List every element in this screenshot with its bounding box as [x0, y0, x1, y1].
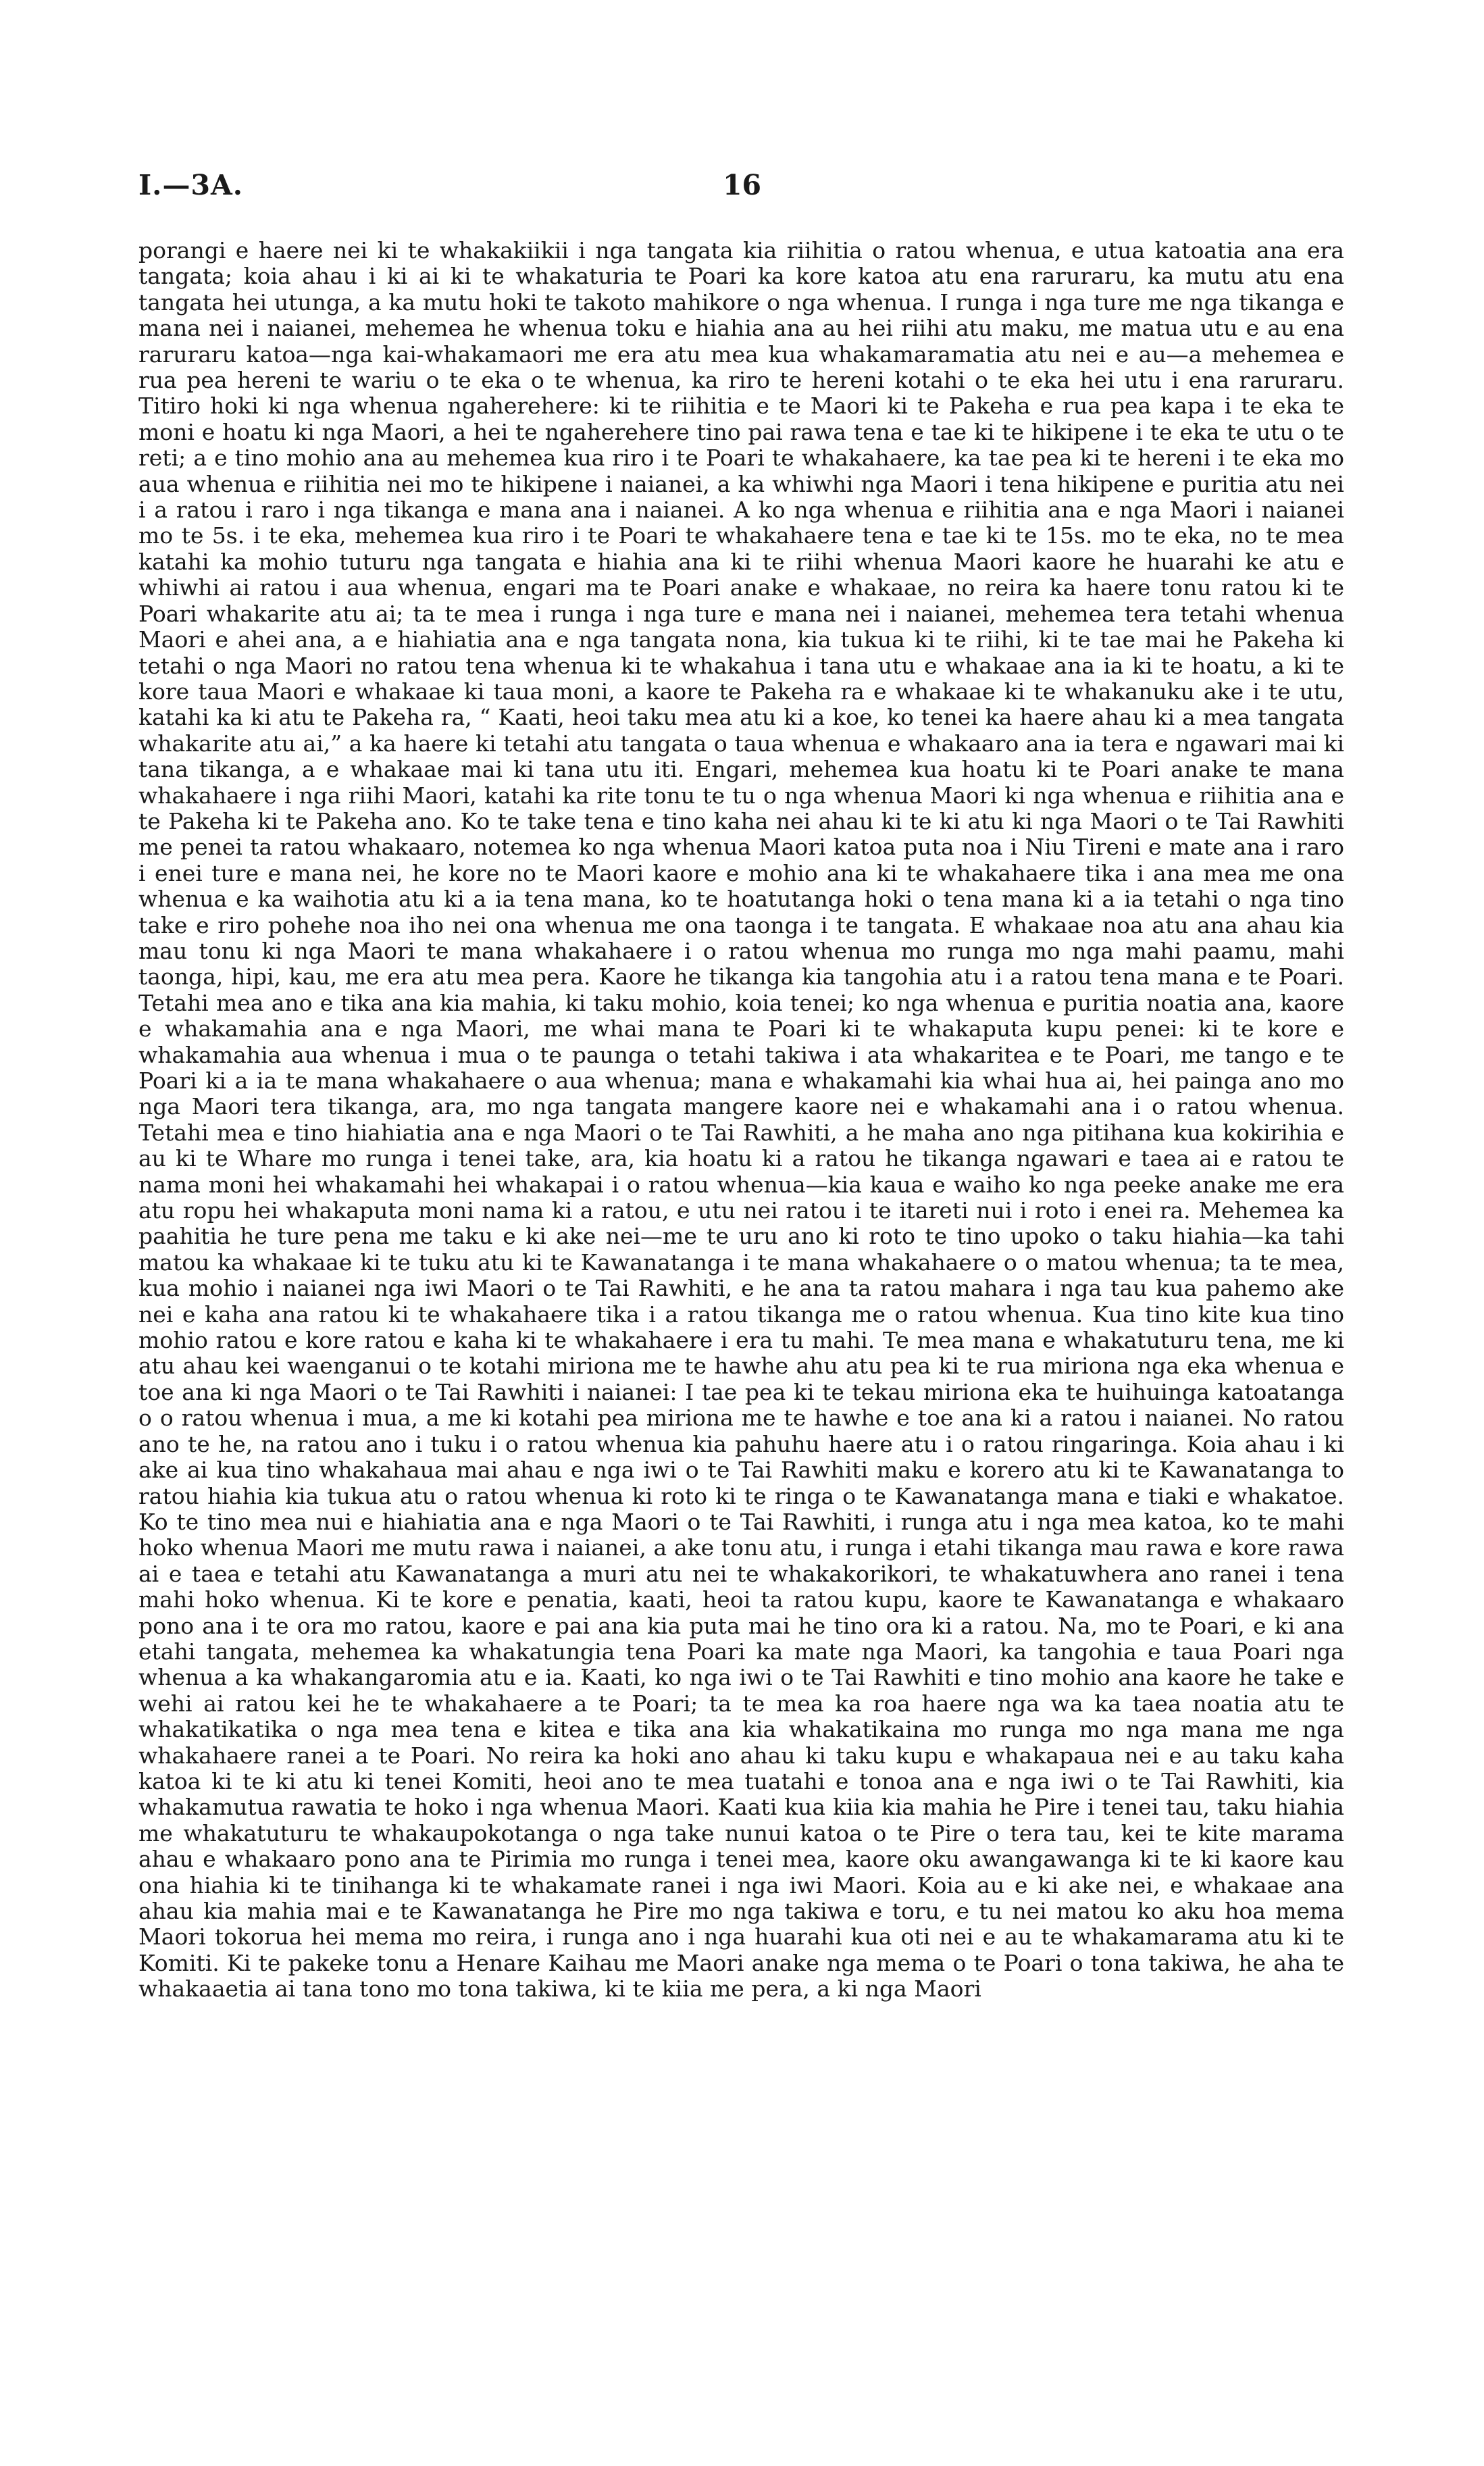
page-number: 16: [722, 169, 762, 201]
body-text: porangi e haere nei ki te whakakiikii i nga tangata kia riihitia o ratou whenua, e utua katoatia ana era tangata; koia ahau i ki ai ki te whakaturia te Poari ka kore katoa atu ena raruraru, ka mutu atu ena tangata hei utunga, a ka mutu hoki te takoto mahikore o nga whenua. I runga i nga ture me nga tikanga e mana nei i naianei, mehemea he whenua toku e hiahia ana au hei riihi atu maku, me matua utu e au ena raruraru katoa—nga kai-whakamaori me era atu mea kua whakamaramatia atu nei e au—a mehemea e rua pea hereni te wariu o te eka o te whenua, ka riro te hereni kotahi o te eka hei utu i ena raruraru. Titiro hoki ki nga whenua ngaherehere: ki te riihitia e te Maori ki te Pakeha e rua pea kapa i te eka te moni e hoatu ki nga Maori, a hei te ngaherehere tino pai rawa tena e tae ki te hikipene i te eka te utu o te reti; a e tino mohio ana au mehemea kua riro i te Poari te whakahaere, ka tae pea ki te hereni i te eka mo aua whenua e riihitia nei mo te hikipene i naianei, a ka whiwhi nga Maori i tena hikipene e puritia atu nei i a ratou i raro i nga tikanga e mana ana i naianei. A ko nga whenua e riihitia ana e nga Maori i naianei mo te 5s. i te eka, mehemea kua riro i te Poari te whakahaere tena e tae ki te 15s. mo te eka, no te mea katahi ka mohio tuturu nga tangata e hiahia ana ki te riihi whenua Maori kaore he huarahi ke atu e whiwhi ai ratou i aua whenua, engari ma te Poari anake e whakaae, no reira ka haere tonu ratou ki te Poari whakarite atu ai; ta te mea i runga i nga ture e mana nei i naianei, mehemea tera tetahi whenua Maori e ahei ana, a e hiahiatia ana e nga tangata nona, kia tukua ki te riihi, ki te tae mai he Pakeha ki tetahi o nga Maori no ratou tena whenua ki te whakahua i tana utu e whakaae ana ia ki te hoatu, a ki te kore taua Maori e whakaae ki taua moni, a kaore te Pakeha ra e whakaae ki te whakanuku ake i te utu, katahi ka ki atu te Pakeha ra, “ Kaati, heoi taku mea atu ki a koe, ko tenei ka haere ahau ki a mea tangata whakarite atu ai,” a ka haere ki tetahi atu tangata o taua whenua e whakaaro ana ia tera e ngawari mai ki tana tikanga, a e whakaae mai ki tana utu iti. Engari, mehemea kua hoatu ki te Poari anake te mana whakahaere i nga riihi Maori, katahi ka rite tonu te tu o nga whenua Maori ki nga whenua e riihitia ana e te Pakeha ki te Pakeha ano. Ko te take tena e tino kaha nei ahau ki te ki atu ki nga Maori o te Tai Rawhiti me penei ta ratou whakaaro, notemea ko nga whenua Maori katoa puta noa i Niu Tireni e mate ana i raro i enei ture e mana nei, he kore no te Maori kaore e mohio ana ki te whakahaere tika i ana mea me ona whenua e ka waihotia atu ki a ia tena mana, ko te hoatutanga hoki o tena mana ki a ia tetahi o nga tino take e riro pohehe noa iho nei ona whenua me ona taonga i te tangata. E whakaae noa atu ana ahau kia mau tonu ki nga Maori te mana whakahaere i o ratou whenua mo runga mo nga mahi paamu, mahi taonga, hipi, kau, me era atu mea pera. Kaore he tikanga kia tangohia atu i a ratou tena mana e te Poari. Tetahi mea ano e tika ana kia mahia, ki taku mohio, koia tenei; ko nga whenua e puritia noatia ana, kaore e whakamahia ana e nga Maori, me whai mana te Poari ki te whakaputa kupu penei: ki te kore e whakamahia aua whenua i mua o te paunga o tetahi takiwa i ata whakaritea e te Poari, me tango e te Poari ki a ia te mana whakahaere o aua whenua; mana e whakamahi kia whai hua ai, hei painga ano mo nga Maori tera tikanga, ara, mo nga tangata mangere kaore nei e whakamahi ana i o ratou whenua. Tetahi mea e tino hiahiatia ana e nga Maori o te Tai Rawhiti, a he maha ano nga pitihana kua kokirihia e au ki te Whare mo runga i tenei take, ara, kia hoatu ki a ratou he tikanga ngawari e taea ai e ratou te nama moni hei whakamahi hei whakapai i o ratou whenua—kia kaua e waiho ko nga peeke anake me era atu ropu hei whakaputa moni nama ki a ratou, e utu nei ratou i te itareti nui i roto i enei ra. Mehemea ka paahitia he ture pena me taku e ki ake nei—me te uru ano ki roto te tino upoko o taku hiahia—ka tahi matou ka whakaae ki te tuku atu ki te Kawanatanga i te mana whakahaere o o matou whenua; ta te mea, kua mohio i naianei nga iwi Maori o te Tai Rawhiti, e he ana ta ratou mahara i nga tau kua pahemo ake nei e kaha ana ratou ki te whakahaere tika i a ratou tikanga me o ratou whenua. Kua tino kite kua tino mohio ratou e kore ratou e kaha ki te whakahaere i era tu mahi. Te mea mana e whakatuturu tena, me ki atu ahau kei waenganui o te kotahi miriona me te hawhe ahu atu pea ki te rua miriona nga eka whenua e toe ana ki nga Maori o te Tai Rawhiti i naianei: I tae pea ki te tekau miriona eka te huihuinga katoatanga o o ratou whenua i mua, a me ki kotahi pea miriona me te hawhe e toe ana ki a ratou i naianei. No ratou ano te he, na ratou ano i tuku i o ratou whenua kia pahuhu haere atu i o ratou ringaringa. Koia ahau i ki ake ai kua tino whakahaua mai ahau e nga iwi o te Tai Rawhiti maku e korero atu ki te Kawanatanga to ratou hiahia kia tukua atu o ratou whenua ki roto ki te ringa o te Kawanatanga mana e tiaki e whakatoe. Ko te tino mea nui e hiahiatia ana e nga Maori o te Tai Rawhiti, i runga atu i nga mea katoa, ko te mahi hoko whenua Maori me mutu rawa i naianei, a ake tonu atu, i runga i etahi tikanga mau rawa e kore rawa ai e taea e tetahi atu Kawanatanga a muri atu nei te whakakorikori, te whakatuwhera ano ranei i tena mahi hoko whenua. Ki te kore e penatia, kaati, heoi ta ratou kupu, kaore te Kawanatanga e whakaaro pono ana i te ora mo ratou, kaore e pai ana kia puta mai he tino ora ki a ratou. Na, mo te Poari, e ki ana etahi tangata, mehemea ka whakatungia tena Poari ka mate nga Maori, ka tangohia e taua Poari nga whenua a ka whakangaromia atu e ia. Kaati, ko nga iwi o te Tai Rawhiti e tino mohio ana kaore he take e wehi ai ratou kei he te whakahaere a te Poari; ta te mea ka roa haere nga wa ka taea noatia atu te whakatikatika o nga mea tena e kitea e tika ana kia whakatikaina mo runga mo nga mana me nga whakahaere ranei a te Poari. No reira ka hoki ano ahau ki taku kupu e whakapaua nei e au taku kaha katoa ki te ki atu ki tenei Komiti, heoi ano te mea tuatahi e tonoa ana e nga iwi o te Tai Rawhiti, kia whakamutua rawatia te hoko i nga whenua Maori. Kaati kua kiia kia mahia he Pire i tenei tau, taku hiahia me whakatuturu te whakaupokotanga o nga take nunui katoa o te Pire o tera tau, kei te kite marama ahau e whakaaro pono ana te Pirimia mo runga i tenei mea, kaore oku awangawanga ki te ki kaore kau ona hiahia ki te tinihanga ki te whakamate ranei i nga iwi Maori. Koia au e ki ake nei, e whakaae ana ahau kia mahia mai e te Kawanatanga he Pire mo nga takiwa e toru, e tu nei matou ko aku hoa mema Maori tokorua hei mema mo reira, i runga ano i nga huarahi kua oti nei e au te whakamarama atu ki te Komiti. Ki te pakeke tonu a Henare Kaihau me Maori anake nga mema o te Poari o tona takiwa, he aha te whakaaetia ai tana tono mo tona takiwa, ki te kiia me pera, a ki nga Maori: [138, 237, 1344, 2003]
page-header: [138, 169, 1346, 209]
document-reference: I.—3A.: [138, 169, 244, 201]
